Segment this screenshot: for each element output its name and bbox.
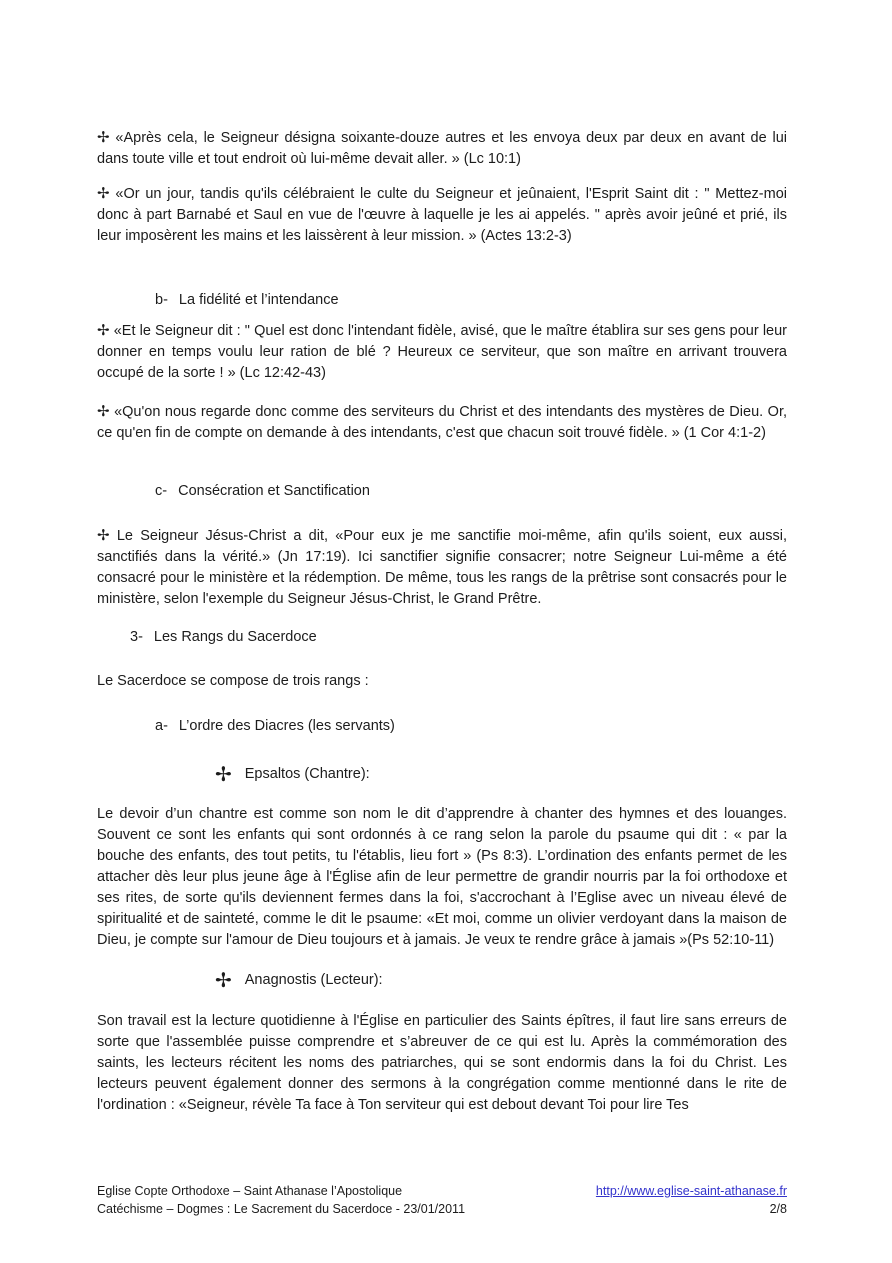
page-number: 2/8 [769,1201,787,1216]
paragraph-text: Son travail est la lecture quotidienne à l'Église en particulier des Saints épîtres, il faut lire sans erreurs de sorte que l'assemblée puisse comprendre et s’abreuver de ce qui est lu. Après la commémoration des saints, les lecteurs récitent les noms des patriarches, qui se sont endormis dans la foi du Christ. Les lecteurs peuvent également donner des sermons à la congrégation comme mentionné dans le rite de l'ordination : «Seigneur, révèle Ta face à Ton serviteur qui est debout devant Toi pour lire Tes [97,1013,787,1113]
paragraph-text: «Après cela, le Seigneur désigna soixante-douze autres et les envoya deux par deux en avant de lui dans toute ville et tout endroit où lui-même devait aller. » (Lc 10:1) [97,130,787,167]
footer-right [596,1183,787,1218]
paragraph [97,671,787,692]
bullet-epsaltos [97,762,787,786]
coptic-cross-icon: ✢ [97,184,110,202]
coptic-cross-icon: ✢ [215,762,232,786]
paragraph [97,401,787,444]
coptic-cross-icon: ✢ [97,321,110,339]
paragraph [97,804,787,951]
heading-fidelite [97,290,787,311]
bullet-anagnostis [97,968,787,992]
heading-ordre-des-diacres [97,716,787,737]
paragraph [97,320,787,384]
heading-rangs-du-sacerdoce [97,627,787,648]
heading-text: Consécration et Sanctification [178,483,370,499]
paragraph [97,1011,787,1116]
heading-marker: 3- [130,629,143,645]
heading-text: La fidélité et l’intendance [178,292,339,308]
bullet-text: Anagnostis (Lecteur): [244,972,383,988]
footer-left [97,1183,465,1218]
footer-link[interactable]: http://www.eglise-saint-athanase.fr [595,1184,787,1198]
footer-doc-line: Catéchisme – Dogmes : Le Sacrement du Sacerdoce - 23/01/2011 [97,1201,466,1216]
footer-org-line: Eglise Copte Orthodoxe – Saint Athanase l’Apostolique [97,1184,403,1198]
bullet-text: Epsaltos (Chantre): [244,766,370,782]
paragraph [97,525,787,610]
paragraph-text: Le Seigneur Jésus-Christ a dit, «Pour eux je me sanctifie moi-même, afin qu'ils soient, eux aussi, sanctifiés dans la vérité.» (Jn 17:19). Ici sanctifier signifie consacrer; notre Seigneur Lui-même a été consacré pour le ministère et la rédemption. De même, tous les rangs de la prêtrise sont consacrés pour le ministère, selon l'exemple du Seigneur Jésus-Christ, le Grand Prêtre. [97,528,787,607]
heading-consecration [97,481,787,502]
paragraph [97,127,787,170]
coptic-cross-icon: ✢ [97,402,110,420]
paragraph-text: «Or un jour, tandis qu'ils célébraient le culte du Seigneur et jeûnaient, l'Esprit Saint dit : " Mettez-moi donc à part Barnabé et Saul en vue de l'œuvre à laquelle je les ai appelés. " après avoir jeûné et prié, ils leur imposèrent les mains et les laissèrent à leur mission. » (Actes 13:2-3) [97,186,788,244]
paragraph [97,183,787,247]
heading-text: L’ordre des Diacres (les servants) [178,718,395,734]
heading-marker: b- [155,292,168,308]
heading-marker: c- [155,483,168,499]
paragraph-text: «Qu'on nous regarde donc comme des serviteurs du Christ et des intendants des mystères de Dieu. Or, ce qu'en fin de compte on demande à des intendants, c'est que chacun soit trouvé fidèle. » (1 Cor 4:1-2) [97,404,787,441]
coptic-cross-icon: ✢ [97,526,110,544]
document-body [97,127,787,1116]
paragraph-text: Le devoir d’un chantre est comme son nom le dit d’apprendre à chanter des hymnes et des louanges. Souvent ce sont les enfants qui sont ordonnés à ce rang selon la parole du psaume qui dit : « par la bouche des enfants, des tout petits, tu l'établis, lieu fort » (Ps 8:3). L’ordination des enfants permet de les attacher dès leur plus jeune âge à l'Église afin de leur permettre de grandir nourris par la foi orthodoxe et ses rites, de sorte qu'ils deviennent fermes dans la foi, s'accrochant à l’Eglise avec un niveau élevé de spiritualité et de sainteté, comme le dit le psaume: «Et moi, comme un olivier verdoyant dans la maison de Dieu, je compte sur l'amour de Dieu toujours et à jamais. Je veux te rendre grâce à jamais »(Ps 52:10-11) [97,806,787,948]
paragraph-text: «Et le Seigneur dit : " Quel est donc l'intendant fidèle, avisé, que le maître établira sur ses gens pour leur donner en temps voulu leur ration de blé ? Heureux ce serviteur, que son maître en arrivant trouvera occupé de la sorte ! » (Lc 12:42-43) [97,323,787,381]
heading-text: Les Rangs du Sacerdoce [153,629,317,645]
coptic-cross-icon: ✢ [215,968,232,992]
paragraph-text: Le Sacerdoce se compose de trois rangs : [97,673,369,689]
heading-marker: a- [155,718,168,734]
coptic-cross-icon: ✢ [97,128,110,146]
